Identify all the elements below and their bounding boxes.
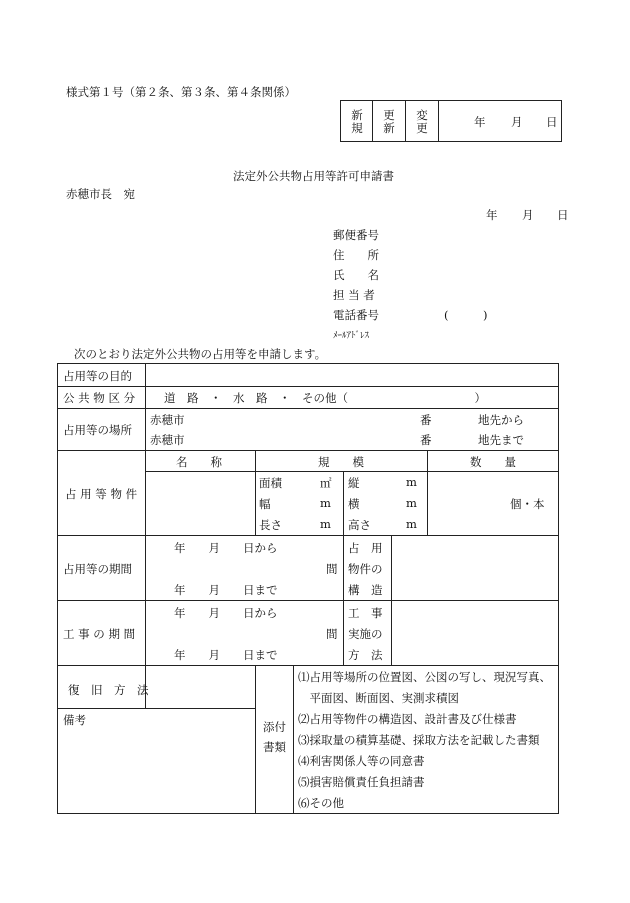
location-from-lot: 地先から bbox=[478, 413, 524, 427]
addressee: 赤穂市長 宛 bbox=[66, 187, 135, 201]
attach-label-1: 添付 bbox=[263, 720, 286, 734]
contact-person-label: 担 当 者 bbox=[333, 288, 375, 302]
address-label: 住 所 bbox=[333, 248, 379, 262]
header-year: 年 bbox=[474, 115, 486, 129]
vertical-label: 縦 bbox=[348, 476, 360, 490]
restore-method-label: 復 旧 方 法 bbox=[68, 683, 149, 697]
form-number: 様式第１号（第２条、第３条、第４条関係） bbox=[66, 85, 296, 99]
attachment-item-1-cont: 平面図、断面図、実測求積図 bbox=[298, 691, 459, 705]
col-scale-header: 規 模 bbox=[318, 455, 364, 469]
attachment-item-4: ⑷利害関係人等の同意書 bbox=[298, 754, 425, 768]
location-city-from: 赤穂市 bbox=[150, 413, 185, 427]
apply-day: 日 bbox=[557, 208, 569, 222]
horizontal-unit: m bbox=[406, 496, 417, 510]
attach-label-2: 書類 bbox=[263, 740, 286, 754]
status-renew[interactable]: 更 新 bbox=[383, 108, 395, 135]
work-period-label: 工 事 の 期 間 bbox=[63, 627, 136, 641]
application-table bbox=[57, 363, 559, 814]
attachment-item-2: ⑵占用等物件の構造図、設計書及び仕様書 bbox=[298, 712, 517, 726]
period-label: 占用等の期間 bbox=[63, 562, 132, 576]
length-unit: m bbox=[320, 517, 331, 531]
structure-label-3: 構 造 bbox=[348, 583, 383, 597]
phone-label: 電話番号 bbox=[333, 308, 379, 322]
intro-text: 次のとおり法定外公共物の占用等を申請します。 bbox=[74, 347, 327, 361]
attachment-item-1: ⑴占用等場所の位置図、公図の写し、現況写真、 bbox=[298, 670, 551, 684]
horizontal-label: 横 bbox=[348, 497, 360, 511]
attachment-item-5: ⑸損害賠償責任負担請書 bbox=[298, 775, 425, 789]
col-name-header: 名 称 bbox=[176, 455, 222, 469]
apply-year: 年 bbox=[486, 208, 498, 222]
postal-code-label: 郵便番号 bbox=[333, 228, 379, 242]
structure-label-1: 占 用 bbox=[348, 541, 383, 555]
vertical-unit: m bbox=[406, 475, 417, 489]
length-label: 長さ bbox=[259, 518, 282, 532]
status-new[interactable]: 新 規 bbox=[351, 108, 363, 135]
name-label: 氏 名 bbox=[333, 268, 379, 282]
restore-method-field[interactable] bbox=[146, 665, 255, 708]
attachment-item-6: ⑹その他 bbox=[298, 796, 344, 810]
method-label-3: 方 法 bbox=[348, 648, 383, 662]
phone-paren: ( ) bbox=[444, 308, 488, 322]
document-title: 法定外公共物占用等許可申請書 bbox=[233, 169, 394, 183]
header-day: 日 bbox=[546, 115, 558, 129]
area-unit: ㎡ bbox=[320, 476, 332, 490]
method-label-1: 工 事 bbox=[348, 606, 383, 620]
location-to-lot: 地先まで bbox=[478, 433, 524, 447]
work-between: 間 bbox=[326, 627, 338, 641]
email-label: ﾒｰﾙｱﾄﾞﾚｽ bbox=[333, 331, 370, 341]
col-qty-header: 数 量 bbox=[470, 455, 516, 469]
object-label: 占 用 等 物 件 bbox=[65, 487, 138, 501]
work-to: 年 月 日まで bbox=[174, 648, 278, 662]
attachment-item-3: ⑶採取量の積算基礎、採取方法を記載した書類 bbox=[298, 733, 540, 747]
location-ban-to: 番 bbox=[420, 433, 432, 447]
width-label: 幅 bbox=[259, 497, 271, 511]
status-change[interactable]: 変 更 bbox=[416, 108, 428, 135]
height-label: 高さ bbox=[348, 518, 371, 532]
purpose-field[interactable] bbox=[146, 364, 558, 386]
work-from: 年 月 日から bbox=[174, 606, 278, 620]
remarks-label: 備考 bbox=[63, 713, 86, 727]
height-unit: m bbox=[406, 517, 417, 531]
location-ban-from: 番 bbox=[420, 413, 432, 427]
structure-label-2: 物件の bbox=[348, 562, 383, 576]
area-label: 面積 bbox=[259, 476, 282, 490]
status-date-box bbox=[340, 100, 562, 142]
qty-unit: 個・本 bbox=[510, 497, 545, 511]
category-label: 公 共 物 区 分 bbox=[63, 391, 136, 405]
period-between: 間 bbox=[326, 562, 338, 576]
location-label: 占用等の場所 bbox=[63, 423, 132, 437]
purpose-label: 占用等の目的 bbox=[63, 369, 132, 383]
width-unit: m bbox=[320, 496, 331, 510]
remarks-field[interactable] bbox=[58, 709, 255, 813]
apply-month: 月 bbox=[522, 208, 534, 222]
category-options[interactable]: 道 路 ・ 水 路 ・ その他（ ） bbox=[164, 391, 486, 405]
location-city-to: 赤穂市 bbox=[150, 433, 185, 447]
period-to: 年 月 日まで bbox=[174, 583, 278, 597]
header-month: 月 bbox=[511, 115, 523, 129]
period-from: 年 月 日から bbox=[174, 541, 278, 555]
method-label-2: 実施の bbox=[348, 627, 383, 641]
